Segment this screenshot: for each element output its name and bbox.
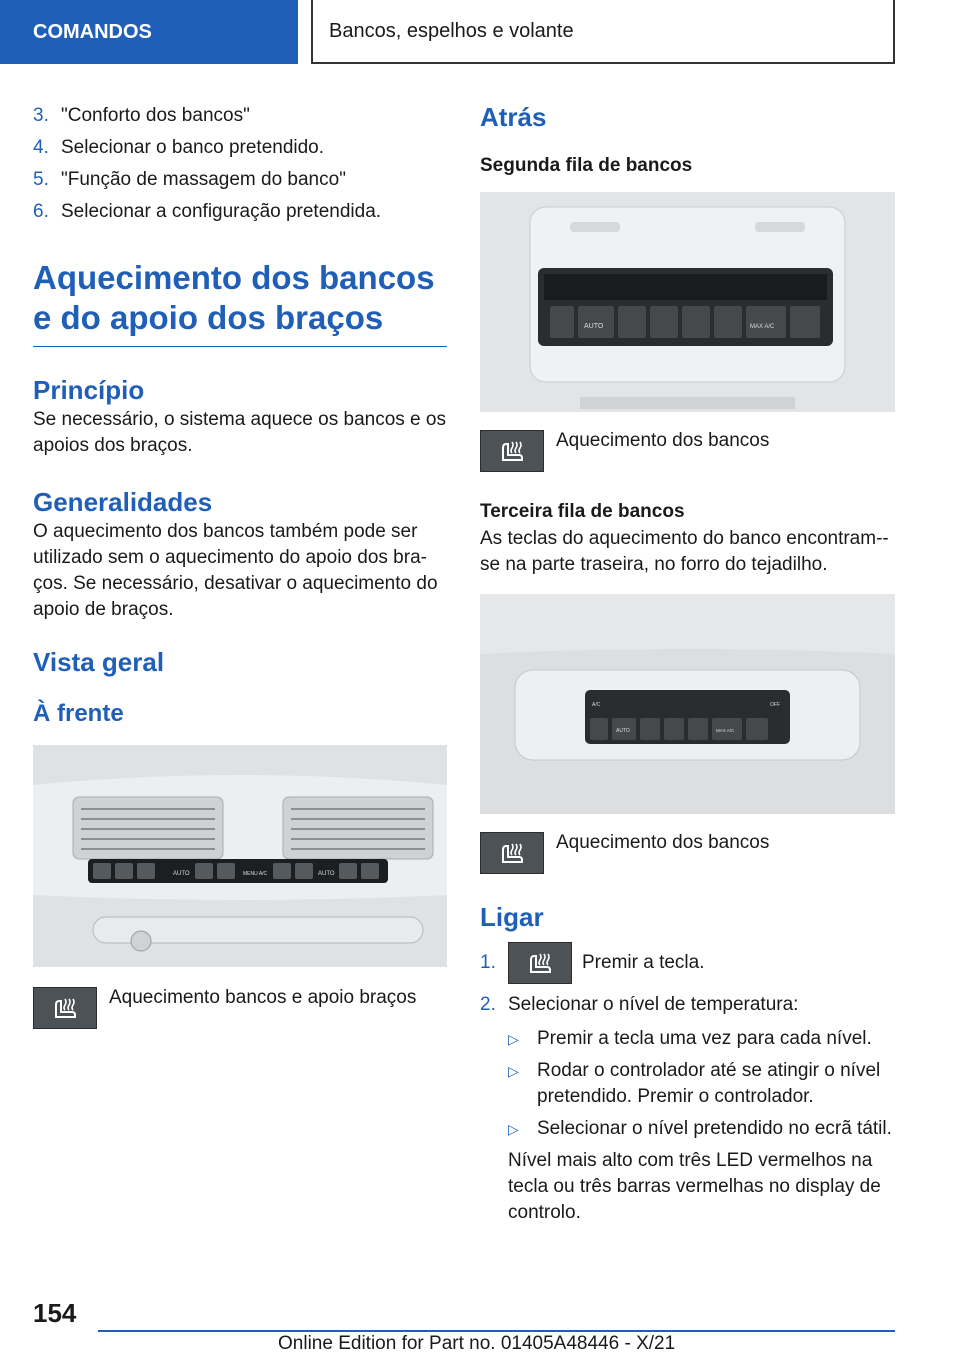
third-auto-label: AUTO <box>616 728 630 734</box>
list-item: ▷ Rodar o controlador até se atingir o nível pretendido. Premir o controlador. <box>508 1058 895 1110</box>
seat-heating-icon[interactable] <box>508 942 572 984</box>
page-number: 154 <box>33 1298 77 1328</box>
front-auto-label-1: AUTO <box>173 871 190 877</box>
seat-heating-icon <box>480 832 544 874</box>
page-title: Aquecimento dos bancos e do apoio dos braços <box>33 258 447 347</box>
overview-heading: Vista geral <box>33 647 165 677</box>
front-caption: Aquecimento bancos e apoio braços <box>33 987 447 1029</box>
second-row-photo <box>480 192 895 412</box>
ligar-note: Nível mais alto com três LED vermelhos na tecla ou três barras vermelhas no display de controlo. <box>508 1150 881 1223</box>
principle-text: Se necessário, o sistema aquece os bancos e os apoios dos braços. <box>33 409 446 456</box>
front-auto-label-2: AUTO <box>318 871 335 877</box>
list-item: 2. Selecionar o nível de temperatura: <box>480 994 799 1015</box>
list-item: ▷ Premir a tecla uma vez para cada nível. <box>508 1026 895 1052</box>
list-item: 4. Selecionar o banco pretendido. <box>33 137 325 158</box>
second-row-illustration <box>480 192 895 412</box>
third-row-heading: Terceira fila de bancos <box>480 501 685 522</box>
front-menu-label: MENU A/C <box>243 871 268 877</box>
triangle-bullet-icon: ▷ <box>508 1063 519 1079</box>
rear-heading: Atrás <box>480 102 547 132</box>
third-ac-label: A/C <box>592 702 601 708</box>
second-row-heading: Segunda fila de bancos <box>480 155 693 176</box>
third-row-photo <box>480 594 895 814</box>
list-item: 6. Selecionar a configuração pretendida. <box>33 201 382 222</box>
list-item: 5. "Função de massagem do banco" <box>33 169 346 190</box>
third-row-caption: Aquecimento dos bancos <box>480 832 895 874</box>
section-header <box>311 0 895 64</box>
third-row-illustration <box>480 594 895 814</box>
chapter-tab[interactable] <box>0 0 298 64</box>
ligar-heading: Ligar <box>480 902 544 932</box>
front-heading: À frente <box>33 700 124 727</box>
front-console-photo <box>33 745 447 967</box>
principle-heading: Princípio <box>33 375 145 405</box>
list-item: 1. Premir a tecla. <box>480 942 895 984</box>
general-heading: Generalidades <box>33 487 213 517</box>
second-maxac-label: MAX A/C <box>750 324 775 330</box>
triangle-bullet-icon: ▷ <box>508 1121 519 1137</box>
second-auto-label: AUTO <box>584 323 604 330</box>
ligar-bullets <box>480 1026 895 1142</box>
list-item: ▷ Selecionar o nível pretendido no ecrã tátil. <box>508 1116 895 1142</box>
right-column <box>480 100 895 1226</box>
footer-divider <box>98 1330 895 1332</box>
third-maxac-label: MAX A/C <box>716 728 735 733</box>
steps-list <box>33 100 447 228</box>
triangle-bullet-icon: ▷ <box>508 1031 519 1047</box>
third-off-label: OFF <box>770 702 780 708</box>
list-item: 3. "Conforto dos bancos" <box>33 105 250 126</box>
footer-edition: Online Edition for Part no. 01405A48446 - X/21 <box>278 1333 676 1354</box>
general-text: O aquecimento dos bancos também pode ser utilizado sem o aquecimento do apoio dos bra-ços. Se necessário, desativar o aquecimento do apoio de braços. <box>33 521 438 620</box>
front-console-illustration <box>33 745 447 967</box>
section-title: Bancos, espelhos e volante <box>329 19 574 42</box>
left-column <box>33 100 447 1029</box>
chapter-label: COMANDOS <box>33 20 152 43</box>
second-row-caption: Aquecimento dos bancos <box>480 430 895 472</box>
seat-heating-icon <box>33 987 97 1029</box>
seat-heating-icon <box>480 430 544 472</box>
third-row-text: As teclas do aquecimento do banco encontram--se na parte traseira, no forro do tejadilho. <box>480 528 889 575</box>
